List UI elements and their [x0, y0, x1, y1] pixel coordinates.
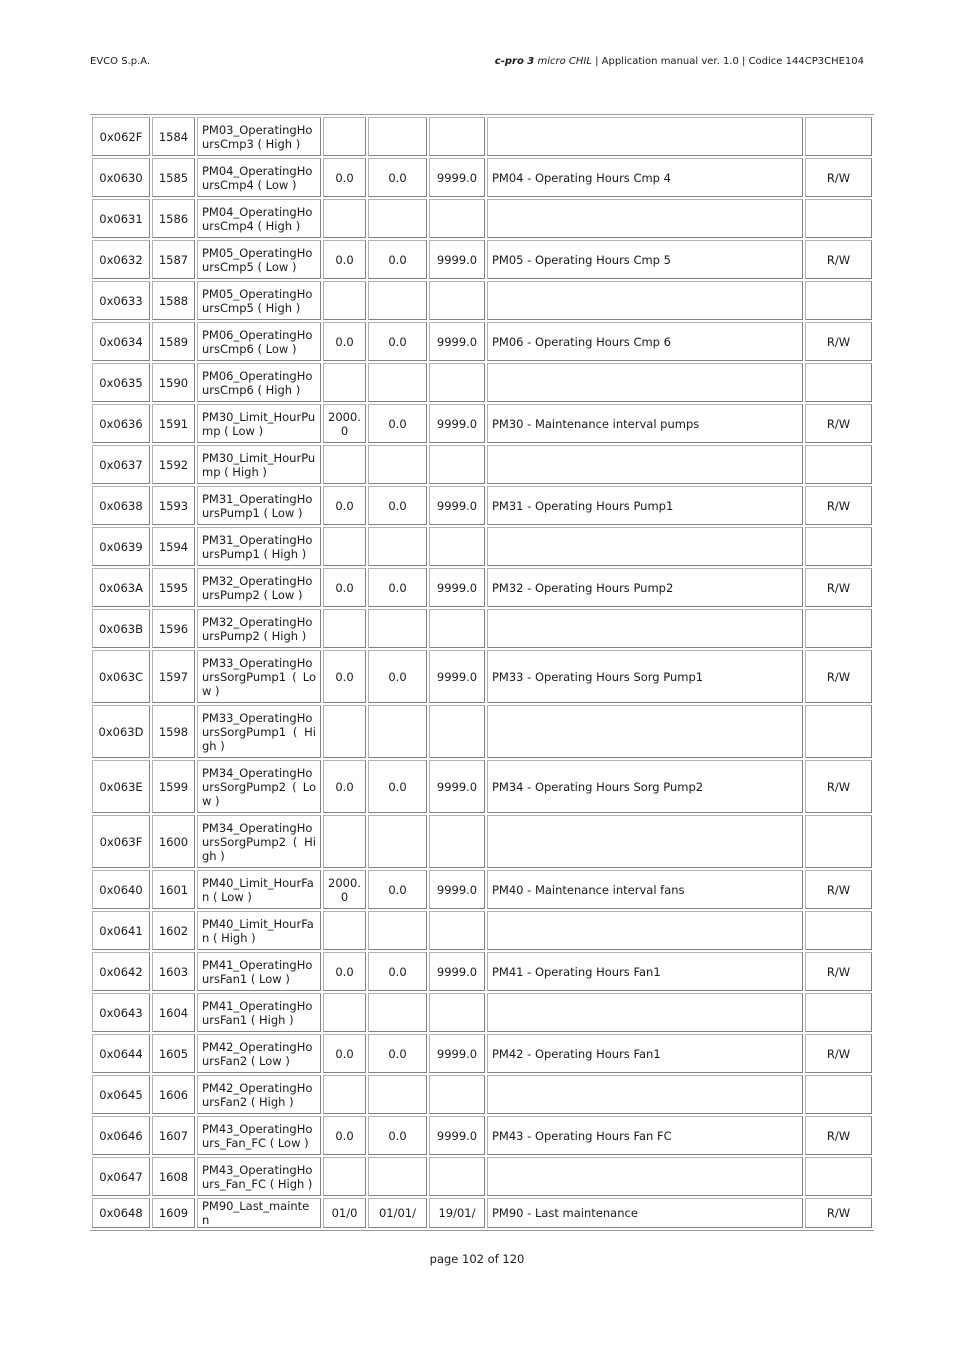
- min-value-cell: 0.0: [368, 760, 427, 813]
- access-rw-cell: [805, 199, 872, 238]
- parameter-name-cell: PM04_OperatingHoursCmp4 ( Low ): [197, 158, 321, 197]
- table-row: [92, 870, 872, 909]
- parameter-name-cell: PM40_Limit_HourFan ( Low ): [197, 870, 321, 909]
- register-address-cell: 0x063A: [92, 568, 150, 607]
- register-number-cell: 1588: [152, 281, 195, 320]
- modbus-register-table: [90, 114, 874, 1231]
- min-value-cell: 0.0: [368, 158, 427, 197]
- table-row: [92, 1157, 872, 1196]
- max-value-cell: 9999.0: [429, 870, 485, 909]
- description-cell: [487, 609, 803, 648]
- access-rw-cell: [805, 1075, 872, 1114]
- register-address-cell: 0x0640: [92, 870, 150, 909]
- access-rw-cell: R/W: [805, 1116, 872, 1155]
- parameter-name-cell: PM41_OperatingHoursFan1 ( High ): [197, 993, 321, 1032]
- register-number-cell: 1599: [152, 760, 195, 813]
- access-rw-cell: [805, 815, 872, 868]
- access-rw-cell: [805, 993, 872, 1032]
- default-value-cell: [323, 815, 366, 868]
- table-row: [92, 281, 872, 320]
- max-value-cell: 9999.0: [429, 952, 485, 991]
- max-value-cell: [429, 199, 485, 238]
- default-value-cell: 0.0: [323, 568, 366, 607]
- register-address-cell: 0x063C: [92, 650, 150, 703]
- access-rw-cell: R/W: [805, 1198, 872, 1228]
- register-address-cell: 0x0634: [92, 322, 150, 361]
- access-rw-cell: R/W: [805, 240, 872, 279]
- description-cell: [487, 445, 803, 484]
- register-number-cell: 1598: [152, 705, 195, 758]
- max-value-cell: [429, 117, 485, 156]
- register-address-cell: 0x0637: [92, 445, 150, 484]
- max-value-cell: [429, 993, 485, 1032]
- parameter-name-cell: PM41_OperatingHoursFan1 ( Low ): [197, 952, 321, 991]
- header-product-italic: micro CHIL: [537, 56, 592, 67]
- max-value-cell: [429, 705, 485, 758]
- register-number-cell: 1603: [152, 952, 195, 991]
- min-value-cell: 0.0: [368, 486, 427, 525]
- description-cell: PM42 - Operating Hours Fan1: [487, 1034, 803, 1073]
- min-value-cell: 0.0: [368, 404, 427, 443]
- header-company: EVCO S.p.A.: [90, 56, 151, 67]
- min-value-cell: 0.0: [368, 568, 427, 607]
- max-value-cell: 9999.0: [429, 1116, 485, 1155]
- table-row: [92, 911, 872, 950]
- access-rw-cell: [805, 117, 872, 156]
- table-row: [92, 1116, 872, 1155]
- parameter-name-cell: PM43_OperatingHours_Fan_FC ( Low ): [197, 1116, 321, 1155]
- register-address-cell: 0x0648: [92, 1198, 150, 1228]
- max-value-cell: [429, 609, 485, 648]
- table-row: [92, 1075, 872, 1114]
- register-number-cell: 1607: [152, 1116, 195, 1155]
- register-address-cell: 0x0645: [92, 1075, 150, 1114]
- default-value-cell: 2000.0: [323, 404, 366, 443]
- max-value-cell: [429, 363, 485, 402]
- table-row: [92, 199, 872, 238]
- description-cell: [487, 363, 803, 402]
- max-value-cell: [429, 1075, 485, 1114]
- default-value-cell: [323, 705, 366, 758]
- register-number-cell: 1590: [152, 363, 195, 402]
- max-value-cell: [429, 911, 485, 950]
- register-number-cell: 1586: [152, 199, 195, 238]
- table-row: [92, 158, 872, 197]
- max-value-cell: 9999.0: [429, 650, 485, 703]
- register-address-cell: 0x0633: [92, 281, 150, 320]
- register-address-cell: 0x063F: [92, 815, 150, 868]
- table-row: [92, 486, 872, 525]
- max-value-cell: 9999.0: [429, 486, 485, 525]
- register-number-cell: 1606: [152, 1075, 195, 1114]
- default-value-cell: [323, 609, 366, 648]
- parameter-name-cell: PM06_OperatingHoursCmp6 ( Low ): [197, 322, 321, 361]
- description-cell: PM30 - Maintenance interval pumps: [487, 404, 803, 443]
- register-number-cell: 1592: [152, 445, 195, 484]
- description-cell: [487, 1075, 803, 1114]
- min-value-cell: [368, 281, 427, 320]
- default-value-cell: [323, 527, 366, 566]
- min-value-cell: 0.0: [368, 1034, 427, 1073]
- register-address-cell: 0x0647: [92, 1157, 150, 1196]
- description-cell: PM41 - Operating Hours Fan1: [487, 952, 803, 991]
- default-value-cell: [323, 117, 366, 156]
- parameter-name-cell: PM32_OperatingHoursPump2 ( High ): [197, 609, 321, 648]
- min-value-cell: 0.0: [368, 1116, 427, 1155]
- table-row: [92, 993, 872, 1032]
- table-row: [92, 760, 872, 813]
- access-rw-cell: R/W: [805, 1034, 872, 1073]
- description-cell: PM31 - Operating Hours Pump1: [487, 486, 803, 525]
- max-value-cell: 9999.0: [429, 158, 485, 197]
- register-number-cell: 1608: [152, 1157, 195, 1196]
- parameter-name-cell: PM34_OperatingHoursSorgPump2 ( Low ): [197, 760, 321, 813]
- default-value-cell: 0.0: [323, 1116, 366, 1155]
- register-number-cell: 1585: [152, 158, 195, 197]
- access-rw-cell: [805, 445, 872, 484]
- max-value-cell: [429, 281, 485, 320]
- max-value-cell: 19/01/: [429, 1198, 485, 1228]
- register-number-cell: 1584: [152, 117, 195, 156]
- register-number-cell: 1587: [152, 240, 195, 279]
- register-address-cell: 0x063D: [92, 705, 150, 758]
- min-value-cell: [368, 199, 427, 238]
- max-value-cell: [429, 1157, 485, 1196]
- description-cell: [487, 1157, 803, 1196]
- parameter-name-cell: PM42_OperatingHoursFan2 ( High ): [197, 1075, 321, 1114]
- description-cell: PM43 - Operating Hours Fan FC: [487, 1116, 803, 1155]
- register-number-cell: 1589: [152, 322, 195, 361]
- parameter-name-cell: PM33_OperatingHoursSorgPump1 ( High ): [197, 705, 321, 758]
- min-value-cell: [368, 911, 427, 950]
- min-value-cell: [368, 445, 427, 484]
- access-rw-cell: [805, 911, 872, 950]
- access-rw-cell: R/W: [805, 404, 872, 443]
- parameter-name-cell: PM30_Limit_HourPump ( High ): [197, 445, 321, 484]
- description-cell: [487, 199, 803, 238]
- parameter-name-cell: PM40_Limit_HourFan ( High ): [197, 911, 321, 950]
- description-cell: [487, 815, 803, 868]
- description-cell: PM33 - Operating Hours Sorg Pump1: [487, 650, 803, 703]
- min-value-cell: 0.0: [368, 650, 427, 703]
- parameter-name-cell: PM90_Last_mainten: [197, 1198, 321, 1228]
- register-number-cell: 1600: [152, 815, 195, 868]
- register-number-cell: 1593: [152, 486, 195, 525]
- default-value-cell: 01/0: [323, 1198, 366, 1228]
- register-address-cell: 0x0646: [92, 1116, 150, 1155]
- default-value-cell: 2000.0: [323, 870, 366, 909]
- access-rw-cell: [805, 609, 872, 648]
- table-row: [92, 1034, 872, 1073]
- parameter-name-cell: PM34_OperatingHoursSorgPump2 ( High ): [197, 815, 321, 868]
- default-value-cell: [323, 911, 366, 950]
- max-value-cell: 9999.0: [429, 404, 485, 443]
- register-address-cell: 0x0631: [92, 199, 150, 238]
- max-value-cell: 9999.0: [429, 568, 485, 607]
- parameter-name-cell: PM31_OperatingHoursPump1 ( Low ): [197, 486, 321, 525]
- access-rw-cell: R/W: [805, 952, 872, 991]
- description-cell: PM05 - Operating Hours Cmp 5: [487, 240, 803, 279]
- max-value-cell: 9999.0: [429, 1034, 485, 1073]
- header-manual-info: [495, 56, 864, 67]
- default-value-cell: [323, 1157, 366, 1196]
- table-row: [92, 404, 872, 443]
- min-value-cell: 0.0: [368, 952, 427, 991]
- default-value-cell: 0.0: [323, 158, 366, 197]
- parameter-name-cell: PM06_OperatingHoursCmp6 ( High ): [197, 363, 321, 402]
- description-cell: PM34 - Operating Hours Sorg Pump2: [487, 760, 803, 813]
- parameter-name-cell: PM42_OperatingHoursFan2 ( Low ): [197, 1034, 321, 1073]
- parameter-name-cell: PM31_OperatingHoursPump1 ( High ): [197, 527, 321, 566]
- min-value-cell: [368, 1075, 427, 1114]
- register-number-cell: 1605: [152, 1034, 195, 1073]
- description-cell: [487, 527, 803, 566]
- min-value-cell: [368, 527, 427, 566]
- table-row: [92, 650, 872, 703]
- default-value-cell: 0.0: [323, 322, 366, 361]
- default-value-cell: [323, 1075, 366, 1114]
- register-number-cell: 1604: [152, 993, 195, 1032]
- default-value-cell: [323, 993, 366, 1032]
- register-address-cell: 0x0644: [92, 1034, 150, 1073]
- max-value-cell: 9999.0: [429, 760, 485, 813]
- parameter-name-cell: PM03_OperatingHoursCmp3 ( High ): [197, 117, 321, 156]
- table-row: [92, 705, 872, 758]
- max-value-cell: 9999.0: [429, 240, 485, 279]
- default-value-cell: 0.0: [323, 760, 366, 813]
- description-cell: [487, 117, 803, 156]
- table-row: [92, 568, 872, 607]
- table-row: [92, 1198, 872, 1228]
- register-address-cell: 0x0638: [92, 486, 150, 525]
- description-cell: PM06 - Operating Hours Cmp 6: [487, 322, 803, 361]
- parameter-name-cell: PM05_OperatingHoursCmp5 ( High ): [197, 281, 321, 320]
- max-value-cell: [429, 527, 485, 566]
- default-value-cell: 0.0: [323, 1034, 366, 1073]
- access-rw-cell: [805, 527, 872, 566]
- description-cell: PM04 - Operating Hours Cmp 4: [487, 158, 803, 197]
- table-row: [92, 952, 872, 991]
- description-cell: PM40 - Maintenance interval fans: [487, 870, 803, 909]
- table-row: [92, 445, 872, 484]
- access-rw-cell: R/W: [805, 870, 872, 909]
- register-address-cell: 0x0642: [92, 952, 150, 991]
- access-rw-cell: R/W: [805, 322, 872, 361]
- min-value-cell: [368, 1157, 427, 1196]
- register-number-cell: 1594: [152, 527, 195, 566]
- min-value-cell: 0.0: [368, 322, 427, 361]
- register-number-cell: 1601: [152, 870, 195, 909]
- register-table-body: [92, 117, 872, 1228]
- min-value-cell: [368, 815, 427, 868]
- register-address-cell: 0x063B: [92, 609, 150, 648]
- parameter-name-cell: PM32_OperatingHoursPump2 ( Low ): [197, 568, 321, 607]
- register-address-cell: 0x0632: [92, 240, 150, 279]
- access-rw-cell: R/W: [805, 650, 872, 703]
- access-rw-cell: [805, 281, 872, 320]
- register-number-cell: 1602: [152, 911, 195, 950]
- default-value-cell: [323, 199, 366, 238]
- description-cell: [487, 705, 803, 758]
- register-address-cell: 0x0641: [92, 911, 150, 950]
- table-row: [92, 240, 872, 279]
- description-cell: PM32 - Operating Hours Pump2: [487, 568, 803, 607]
- min-value-cell: [368, 117, 427, 156]
- access-rw-cell: [805, 363, 872, 402]
- access-rw-cell: [805, 1157, 872, 1196]
- register-number-cell: 1591: [152, 404, 195, 443]
- header-product-bold: c-pro 3: [494, 56, 535, 67]
- default-value-cell: [323, 363, 366, 402]
- parameter-name-cell: PM43_OperatingHours_Fan_FC ( High ): [197, 1157, 321, 1196]
- access-rw-cell: R/W: [805, 486, 872, 525]
- table-row: [92, 527, 872, 566]
- max-value-cell: 9999.0: [429, 322, 485, 361]
- max-value-cell: [429, 815, 485, 868]
- access-rw-cell: [805, 705, 872, 758]
- register-number-cell: 1595: [152, 568, 195, 607]
- table-row: [92, 363, 872, 402]
- register-number-cell: 1597: [152, 650, 195, 703]
- default-value-cell: 0.0: [323, 952, 366, 991]
- default-value-cell: 0.0: [323, 486, 366, 525]
- parameter-name-cell: PM04_OperatingHoursCmp4 ( High ): [197, 199, 321, 238]
- default-value-cell: 0.0: [323, 240, 366, 279]
- min-value-cell: 0.0: [368, 240, 427, 279]
- parameter-name-cell: PM05_OperatingHoursCmp5 ( Low ): [197, 240, 321, 279]
- access-rw-cell: R/W: [805, 158, 872, 197]
- min-value-cell: 01/01/: [368, 1198, 427, 1228]
- register-address-cell: 0x0643: [92, 993, 150, 1032]
- table-row: [92, 815, 872, 868]
- description-cell: [487, 281, 803, 320]
- description-cell: [487, 993, 803, 1032]
- min-value-cell: [368, 705, 427, 758]
- parameter-name-cell: PM33_OperatingHoursSorgPump1 ( Low ): [197, 650, 321, 703]
- table-row: [92, 117, 872, 156]
- description-cell: [487, 911, 803, 950]
- default-value-cell: [323, 445, 366, 484]
- table-row: [92, 322, 872, 361]
- min-value-cell: [368, 363, 427, 402]
- register-number-cell: 1596: [152, 609, 195, 648]
- min-value-cell: 0.0: [368, 870, 427, 909]
- header-manual-rest: | Application manual ver. 1.0 | Codice 144CP3CHE104: [595, 56, 864, 67]
- register-address-cell: 0x062F: [92, 117, 150, 156]
- register-address-cell: 0x063E: [92, 760, 150, 813]
- register-address-cell: 0x0635: [92, 363, 150, 402]
- register-address-cell: 0x0630: [92, 158, 150, 197]
- register-address-cell: 0x0639: [92, 527, 150, 566]
- parameter-name-cell: PM30_Limit_HourPump ( Low ): [197, 404, 321, 443]
- register-address-cell: 0x0636: [92, 404, 150, 443]
- register-number-cell: 1609: [152, 1198, 195, 1228]
- min-value-cell: [368, 609, 427, 648]
- access-rw-cell: R/W: [805, 760, 872, 813]
- access-rw-cell: R/W: [805, 568, 872, 607]
- min-value-cell: [368, 993, 427, 1032]
- description-cell: PM90 - Last maintenance: [487, 1198, 803, 1228]
- table-row: [92, 609, 872, 648]
- page-number: page 102 of 120: [429, 1252, 525, 1266]
- default-value-cell: 0.0: [323, 650, 366, 703]
- default-value-cell: [323, 281, 366, 320]
- max-value-cell: [429, 445, 485, 484]
